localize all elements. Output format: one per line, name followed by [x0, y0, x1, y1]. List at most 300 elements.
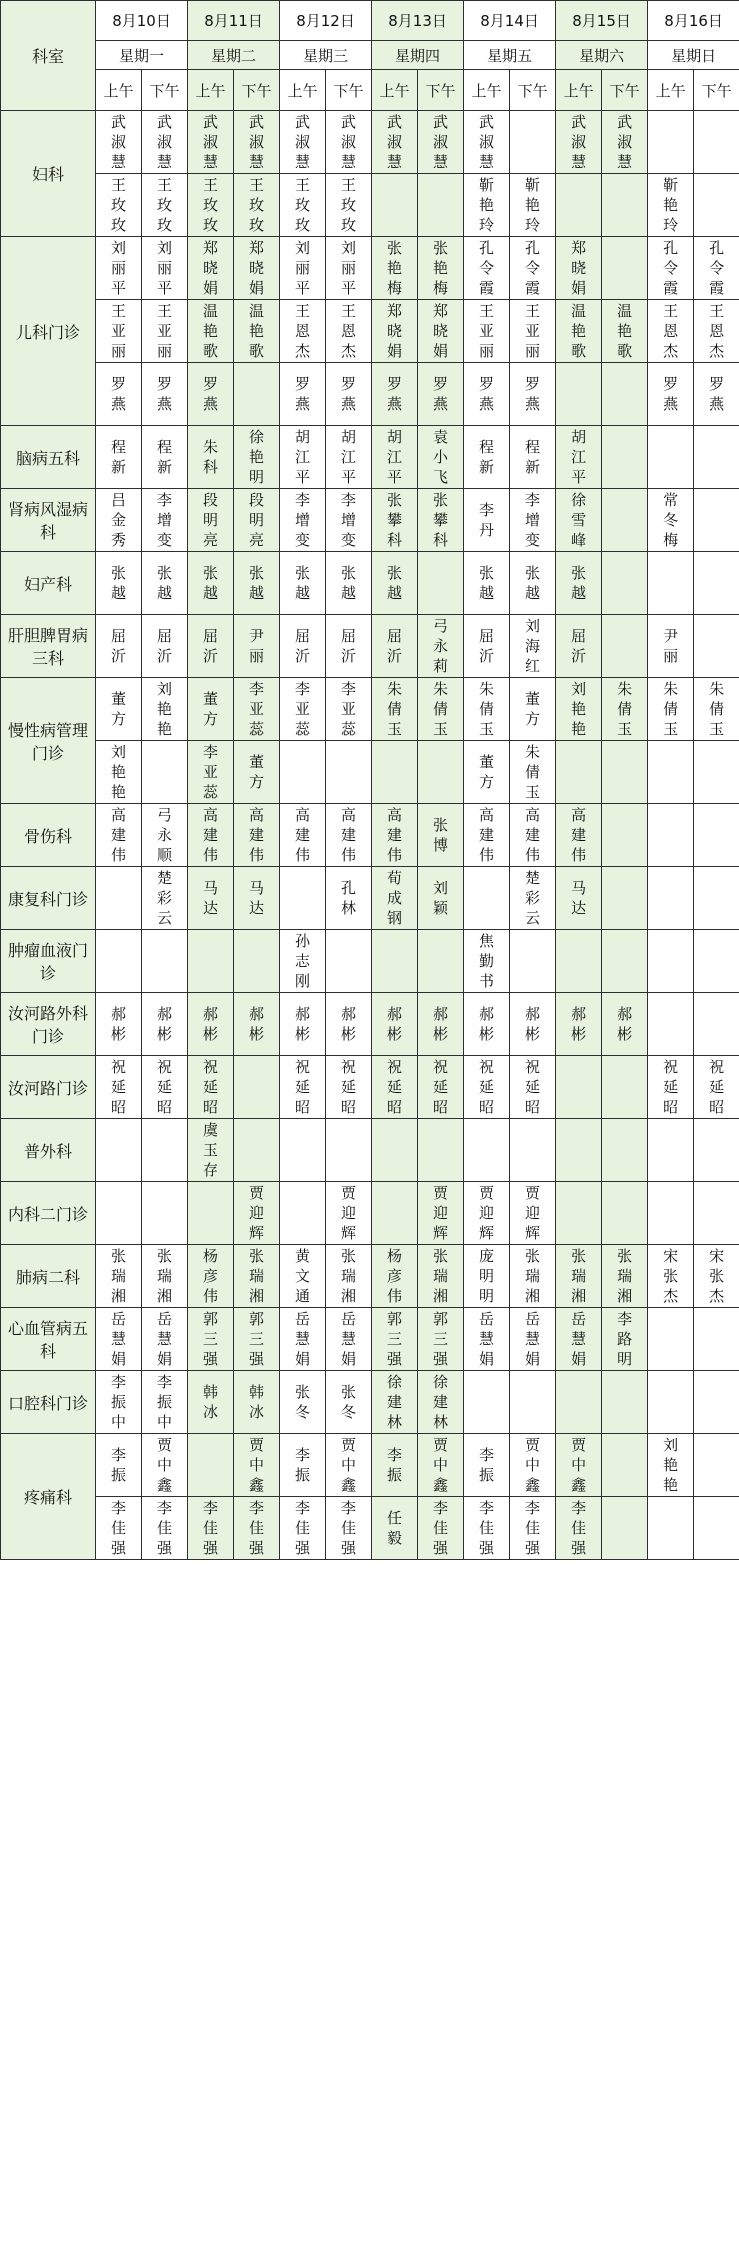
doctor-name: 虞玉存	[203, 1121, 219, 1179]
doctor-name: 靳艳玲	[479, 176, 495, 234]
doctor-name: 孔令霞	[709, 239, 725, 297]
doctor-cell	[188, 1056, 234, 1119]
doctor-cell	[464, 930, 510, 993]
doctor-cell	[234, 1182, 280, 1245]
doctor-name: 孔林	[341, 879, 357, 917]
doctor-cell	[96, 300, 142, 363]
doctor-cell	[602, 1497, 648, 1560]
doctor-cell	[510, 1182, 556, 1245]
doctor-name: 屈沂	[387, 627, 403, 665]
doctor-name: 岳慧娟	[479, 1310, 495, 1368]
doctor-name: 高建伟	[571, 806, 587, 864]
doctor-name: 张艳梅	[387, 239, 403, 297]
doctor-cell	[464, 1371, 510, 1434]
doctor-name: 高建伟	[295, 806, 311, 864]
doctor-cell	[464, 615, 510, 678]
table-row	[1, 1182, 739, 1245]
doctor-name: 朱倩玉	[525, 743, 541, 801]
doctor-cell	[280, 237, 326, 300]
doctor-name: 张越	[387, 564, 403, 602]
doctor-name: 李亚蕊	[203, 743, 219, 801]
doctor-name: 郑晓娟	[571, 239, 587, 297]
doctor-name: 罗燕	[663, 375, 679, 413]
doctor-name: 郝彬	[341, 1005, 357, 1043]
doctor-cell	[556, 300, 602, 363]
doctor-cell	[694, 237, 739, 300]
doctor-cell	[234, 1434, 280, 1497]
doctor-cell	[694, 804, 739, 867]
doctor-cell	[510, 615, 556, 678]
doctor-cell	[464, 1182, 510, 1245]
doctor-name: 屈沂	[479, 627, 495, 665]
department-name: 汝河路门诊	[1, 1056, 96, 1119]
doctor-cell	[648, 993, 694, 1056]
doctor-name: 张瑞湘	[617, 1247, 633, 1305]
doctor-cell	[142, 426, 188, 489]
doctor-cell	[372, 1434, 418, 1497]
doctor-cell	[602, 867, 648, 930]
doctor-name: 李佳强	[479, 1499, 495, 1557]
doctor-cell	[418, 237, 464, 300]
doctor-cell	[694, 1497, 739, 1560]
doctor-cell	[234, 237, 280, 300]
doctor-cell	[280, 111, 326, 174]
doctor-cell	[556, 867, 602, 930]
doctor-name: 刘丽平	[156, 239, 172, 297]
doctor-cell	[648, 237, 694, 300]
doctor-cell	[188, 1371, 234, 1434]
doctor-cell	[372, 1497, 418, 1560]
doctor-cell	[464, 867, 510, 930]
doctor-name: 郝彬	[249, 1005, 265, 1043]
am-header: 上午	[188, 70, 234, 111]
doctor-cell	[510, 930, 556, 993]
doctor-name: 孔令霞	[663, 239, 679, 297]
doctor-name: 岳慧娟	[525, 1310, 541, 1368]
doctor-cell	[234, 930, 280, 993]
doctor-cell	[556, 1434, 602, 1497]
doctor-name: 王玫玫	[249, 176, 265, 234]
doctor-cell	[694, 174, 739, 237]
doctor-cell	[142, 111, 188, 174]
doctor-name: 张博	[433, 816, 449, 854]
weekday-header: 星期二	[188, 41, 280, 70]
doctor-cell	[96, 111, 142, 174]
doctor-name: 王亚丽	[525, 302, 541, 360]
pm-header: 下午	[418, 70, 464, 111]
doctor-name: 庞明明	[479, 1247, 495, 1305]
doctor-cell	[280, 489, 326, 552]
doctor-name: 郑晓娟	[387, 302, 403, 360]
doctor-cell	[142, 993, 188, 1056]
doctor-cell	[648, 1245, 694, 1308]
doctor-name: 李增变	[525, 491, 541, 549]
doctor-cell	[418, 1056, 464, 1119]
doctor-cell	[372, 993, 418, 1056]
doctor-name: 李佳强	[525, 1499, 541, 1557]
doctor-cell	[648, 1182, 694, 1245]
doctor-name: 高建伟	[341, 806, 357, 864]
doctor-cell	[142, 1182, 188, 1245]
doctor-cell	[326, 1245, 372, 1308]
doctor-cell	[142, 930, 188, 993]
doctor-cell	[280, 1182, 326, 1245]
am-header: 上午	[96, 70, 142, 111]
doctor-cell	[648, 741, 694, 804]
doctor-cell	[188, 1434, 234, 1497]
doctor-name: 罗燕	[479, 375, 495, 413]
department-name: 肝胆脾胃病三科	[1, 615, 96, 678]
doctor-name: 常冬梅	[663, 491, 679, 549]
doctor-name: 屈沂	[110, 627, 126, 665]
doctor-cell	[418, 300, 464, 363]
doctor-cell	[234, 552, 280, 615]
doctor-name: 郑晓娟	[203, 239, 219, 297]
pm-header: 下午	[602, 70, 648, 111]
doctor-name: 王恩杰	[295, 302, 311, 360]
doctor-cell	[694, 993, 739, 1056]
doctor-name: 刘艳艳	[156, 680, 172, 738]
table-row	[1, 363, 739, 426]
doctor-cell	[556, 363, 602, 426]
doctor-cell	[234, 174, 280, 237]
doctor-name: 董方	[110, 690, 126, 728]
doctor-cell	[188, 1308, 234, 1371]
doctor-cell	[556, 111, 602, 174]
doctor-cell	[602, 741, 648, 804]
table-row	[1, 741, 739, 804]
doctor-cell	[96, 1434, 142, 1497]
doctor-name: 马达	[571, 879, 587, 917]
doctor-cell	[556, 552, 602, 615]
weekday-header: 星期四	[372, 41, 464, 70]
doctor-cell	[372, 489, 418, 552]
weekday-header: 星期一	[96, 41, 188, 70]
doctor-name: 李佳强	[433, 1499, 449, 1557]
doctor-cell	[372, 426, 418, 489]
doctor-name: 屈沂	[203, 627, 219, 665]
doctor-name: 马达	[249, 879, 265, 917]
doctor-cell	[464, 489, 510, 552]
doctor-name: 郝彬	[479, 1005, 495, 1043]
doctor-name: 高建伟	[203, 806, 219, 864]
doctor-cell	[280, 1245, 326, 1308]
doctor-name: 贾迎辉	[341, 1184, 357, 1242]
am-header: 上午	[464, 70, 510, 111]
doctor-name: 楚彩云	[525, 869, 541, 927]
doctor-name: 张攀科	[433, 491, 449, 549]
doctor-name: 李增变	[295, 491, 311, 549]
doctor-name: 祝延昭	[479, 1058, 495, 1116]
doctor-cell	[464, 174, 510, 237]
date-header: 8月11日	[188, 1, 280, 41]
department-name: 普外科	[1, 1119, 96, 1182]
doctor-name: 武淑慧	[341, 113, 357, 171]
table-row	[1, 300, 739, 363]
doctor-name: 张越	[110, 564, 126, 602]
doctor-cell	[234, 678, 280, 741]
doctor-cell	[418, 993, 464, 1056]
doctor-cell	[418, 552, 464, 615]
doctor-cell	[556, 1056, 602, 1119]
doctor-cell	[234, 615, 280, 678]
doctor-cell	[142, 552, 188, 615]
doctor-cell	[142, 1434, 188, 1497]
doctor-name: 弓永莉	[433, 617, 449, 675]
doctor-cell	[464, 741, 510, 804]
doctor-cell	[280, 678, 326, 741]
doctor-cell	[602, 1308, 648, 1371]
department-name: 口腔科门诊	[1, 1371, 96, 1434]
doctor-cell	[372, 741, 418, 804]
doctor-name: 韩冰	[249, 1383, 265, 1421]
doctor-name: 郭三强	[433, 1310, 449, 1368]
doctor-name: 祝延昭	[525, 1058, 541, 1116]
doctor-name: 程新	[110, 438, 126, 476]
doctor-name: 郑晓娟	[249, 239, 265, 297]
doctor-cell	[142, 1245, 188, 1308]
doctor-name: 张越	[571, 564, 587, 602]
doctor-cell	[510, 1245, 556, 1308]
doctor-cell	[142, 678, 188, 741]
doctor-cell	[234, 1308, 280, 1371]
doctor-name: 张瑞湘	[433, 1247, 449, 1305]
doctor-cell	[694, 930, 739, 993]
doctor-name: 郝彬	[571, 1005, 587, 1043]
doctor-cell	[188, 552, 234, 615]
doctor-name: 任毅	[387, 1509, 403, 1547]
doctor-cell	[372, 804, 418, 867]
doctor-cell	[510, 552, 556, 615]
doctor-name: 荀成钢	[387, 869, 403, 927]
table-row	[1, 426, 739, 489]
table-row	[1, 804, 739, 867]
doctor-name: 王玫玫	[341, 176, 357, 234]
doctor-name: 岳慧娟	[295, 1310, 311, 1368]
doctor-cell	[602, 489, 648, 552]
doctor-cell	[510, 1119, 556, 1182]
doctor-cell	[694, 741, 739, 804]
doctor-cell	[510, 111, 556, 174]
doctor-name: 张艳梅	[433, 239, 449, 297]
doctor-cell	[510, 363, 556, 426]
am-header: 上午	[556, 70, 602, 111]
doctor-cell	[326, 237, 372, 300]
doctor-name: 祝延昭	[156, 1058, 172, 1116]
doctor-cell	[418, 804, 464, 867]
doctor-name: 徐建林	[387, 1373, 403, 1431]
doctor-name: 郝彬	[617, 1005, 633, 1043]
doctor-cell	[372, 237, 418, 300]
doctor-cell	[280, 552, 326, 615]
doctor-cell	[464, 993, 510, 1056]
doctor-name: 张越	[295, 564, 311, 602]
doctor-name: 温艳歌	[203, 302, 219, 360]
doctor-name: 武淑慧	[387, 113, 403, 171]
doctor-cell	[326, 930, 372, 993]
doctor-name: 朱倩玉	[387, 680, 403, 738]
doctor-name: 武淑慧	[433, 113, 449, 171]
doctor-cell	[234, 1119, 280, 1182]
department-name: 心血管病五科	[1, 1308, 96, 1371]
doctor-cell	[326, 174, 372, 237]
doctor-cell	[326, 1182, 372, 1245]
doctor-name: 袁小飞	[433, 428, 449, 486]
doctor-cell	[234, 363, 280, 426]
doctor-cell	[510, 1308, 556, 1371]
doctor-cell	[280, 1056, 326, 1119]
doctor-cell	[234, 300, 280, 363]
doctor-cell	[96, 804, 142, 867]
doctor-name: 武淑慧	[295, 113, 311, 171]
doctor-cell	[280, 300, 326, 363]
doctor-name: 李增变	[156, 491, 172, 549]
doctor-name: 郑晓娟	[433, 302, 449, 360]
doctor-name: 李亚蕊	[249, 680, 265, 738]
doctor-name: 张越	[479, 564, 495, 602]
doctor-name: 张冬	[295, 1383, 311, 1421]
department-name: 肺病二科	[1, 1245, 96, 1308]
pm-header: 下午	[326, 70, 372, 111]
doctor-name: 贾迎辉	[433, 1184, 449, 1242]
table-row	[1, 1371, 739, 1434]
doctor-name: 屈沂	[341, 627, 357, 665]
doctor-cell	[602, 1119, 648, 1182]
doctor-cell	[648, 1497, 694, 1560]
doctor-cell	[648, 678, 694, 741]
doctor-cell	[418, 1308, 464, 1371]
doctor-cell	[510, 804, 556, 867]
doctor-cell	[556, 237, 602, 300]
doctor-cell	[188, 867, 234, 930]
doctor-cell	[694, 300, 739, 363]
am-header: 上午	[648, 70, 694, 111]
doctor-name: 程新	[156, 438, 172, 476]
doctor-cell	[694, 1434, 739, 1497]
doctor-cell	[326, 552, 372, 615]
doctor-cell	[556, 1245, 602, 1308]
doctor-cell	[188, 1245, 234, 1308]
doctor-cell	[142, 1371, 188, 1434]
doctor-cell	[418, 1119, 464, 1182]
doctor-name: 李振	[387, 1446, 403, 1484]
date-header: 8月14日	[464, 1, 556, 41]
table-row	[1, 615, 739, 678]
doctor-cell	[96, 1119, 142, 1182]
date-header: 8月16日	[648, 1, 739, 41]
doctor-cell	[326, 1497, 372, 1560]
doctor-cell	[602, 237, 648, 300]
doctor-cell	[464, 1308, 510, 1371]
doctor-cell	[188, 237, 234, 300]
doctor-name: 韩冰	[203, 1383, 219, 1421]
doctor-cell	[280, 426, 326, 489]
doctor-cell	[188, 489, 234, 552]
doctor-name: 马达	[203, 879, 219, 917]
doctor-name: 祝延昭	[110, 1058, 126, 1116]
doctor-cell	[280, 615, 326, 678]
doctor-name: 郝彬	[387, 1005, 403, 1043]
doctor-name: 张越	[249, 564, 265, 602]
department-column-header: 科室	[1, 1, 96, 111]
doctor-cell	[234, 804, 280, 867]
doctor-cell	[602, 1056, 648, 1119]
doctor-cell	[510, 1371, 556, 1434]
doctor-name: 郭三强	[203, 1310, 219, 1368]
doctor-name: 弓永顺	[156, 806, 172, 864]
doctor-cell	[648, 111, 694, 174]
doctor-cell	[142, 1308, 188, 1371]
table-row	[1, 1434, 739, 1497]
doctor-cell	[464, 300, 510, 363]
doctor-cell	[96, 1371, 142, 1434]
doctor-cell	[418, 867, 464, 930]
doctor-cell	[648, 1056, 694, 1119]
doctor-cell	[96, 867, 142, 930]
doctor-cell	[234, 1497, 280, 1560]
doctor-cell	[280, 804, 326, 867]
doctor-cell	[648, 1308, 694, 1371]
doctor-cell	[418, 174, 464, 237]
doctor-cell	[96, 426, 142, 489]
doctor-name: 王恩杰	[341, 302, 357, 360]
doctor-name: 李佳强	[203, 1499, 219, 1557]
doctor-cell	[556, 741, 602, 804]
doctor-name: 张越	[203, 564, 219, 602]
doctor-cell	[602, 552, 648, 615]
doctor-cell	[694, 552, 739, 615]
date-header: 8月13日	[372, 1, 464, 41]
table-row	[1, 174, 739, 237]
doctor-cell	[96, 741, 142, 804]
doctor-name: 李佳强	[295, 1499, 311, 1557]
doctor-cell	[556, 804, 602, 867]
doctor-cell	[510, 174, 556, 237]
doctor-name: 祝延昭	[341, 1058, 357, 1116]
doctor-cell	[694, 489, 739, 552]
doctor-name: 高建伟	[479, 806, 495, 864]
doctor-cell	[280, 363, 326, 426]
doctor-name: 董方	[203, 690, 219, 728]
doctor-cell	[648, 174, 694, 237]
doctor-cell	[96, 1497, 142, 1560]
doctor-name: 胡江平	[341, 428, 357, 486]
weekday-header: 星期五	[464, 41, 556, 70]
doctor-cell	[142, 741, 188, 804]
doctor-name: 孔令霞	[479, 239, 495, 297]
pm-header: 下午	[142, 70, 188, 111]
doctor-cell	[372, 1056, 418, 1119]
doctor-name: 黄文通	[295, 1247, 311, 1305]
doctor-cell	[142, 804, 188, 867]
doctor-cell	[694, 1056, 739, 1119]
doctor-name: 岳慧娟	[110, 1310, 126, 1368]
doctor-cell	[510, 1056, 556, 1119]
weekday-header: 星期日	[648, 41, 739, 70]
doctor-cell	[510, 237, 556, 300]
doctor-cell	[326, 1371, 372, 1434]
doctor-cell	[326, 615, 372, 678]
doctor-cell	[556, 174, 602, 237]
doctor-cell	[372, 300, 418, 363]
doctor-name: 楚彩云	[156, 869, 172, 927]
doctor-cell	[418, 930, 464, 993]
doctor-cell	[96, 678, 142, 741]
doctor-name: 李佳强	[156, 1499, 172, 1557]
doctor-name: 张瑞湘	[156, 1247, 172, 1305]
doctor-cell	[326, 993, 372, 1056]
doctor-name: 郝彬	[295, 1005, 311, 1043]
